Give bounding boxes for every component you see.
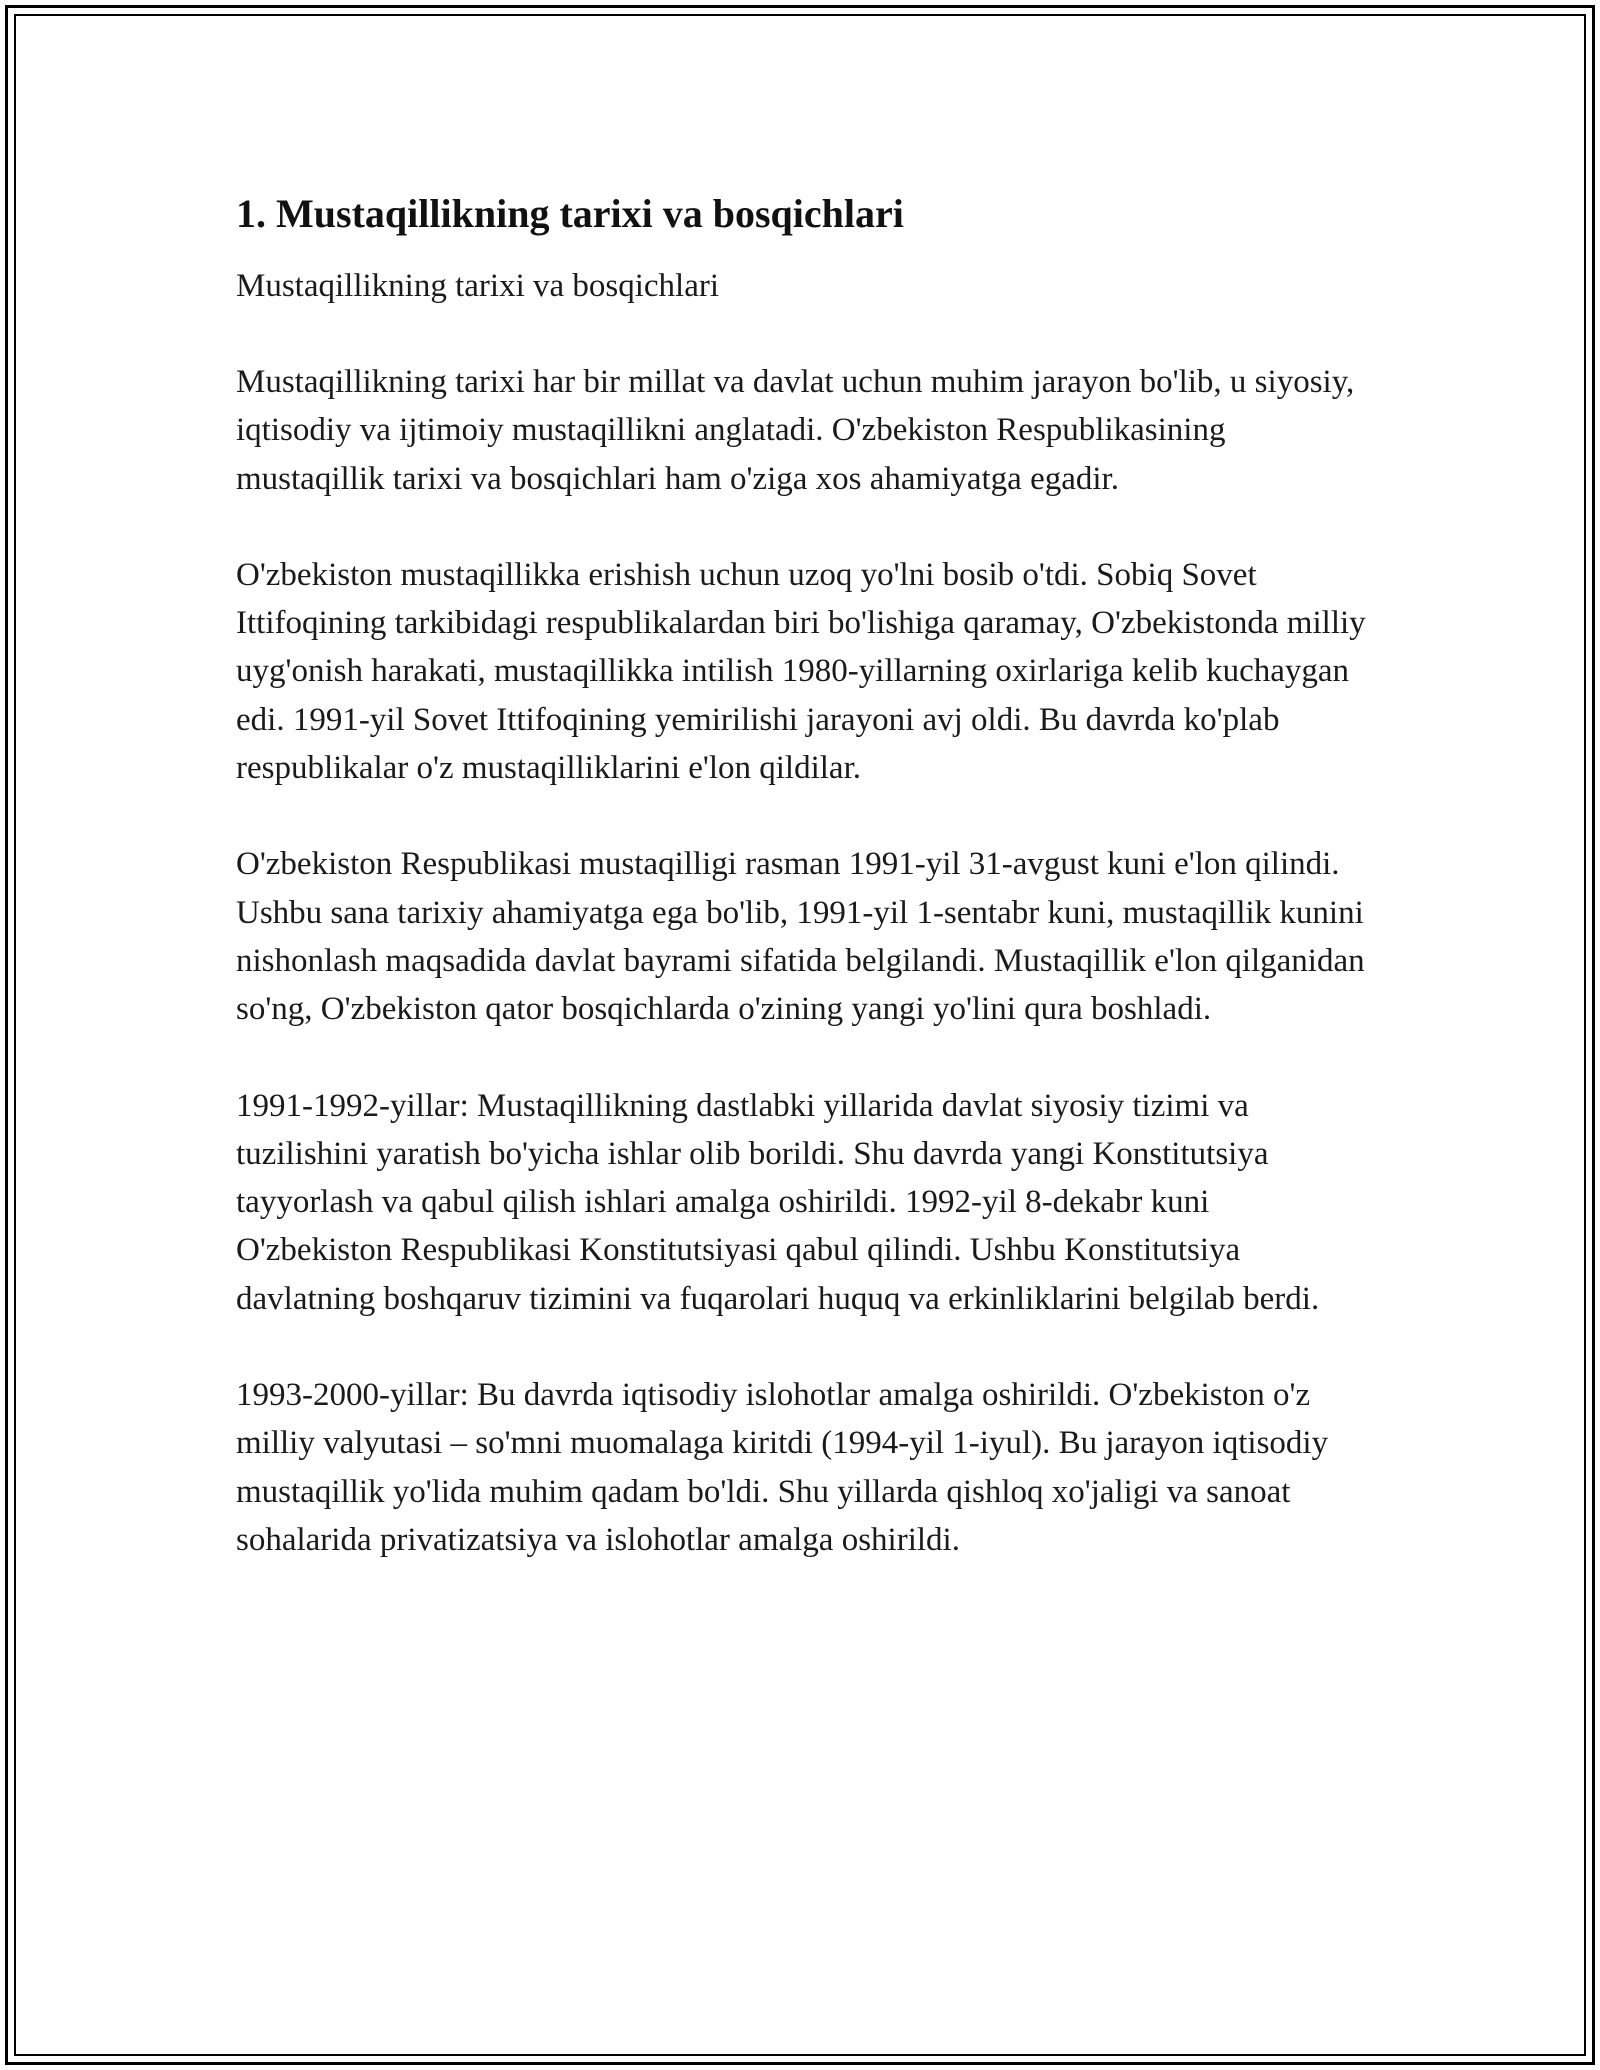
document-subtitle: Mustaqillikning tarixi va bosqichlari [236, 268, 720, 304]
paragraph-intro: Mustaqillikning tarixi har bir millat va davlat uchun muhim jarayon bo'lib, u siyosiy, iqtisodiy va ijtimoiy mustaqillikni anglatadi. O'zbekiston Respublikasining mustaqillik tarixi va bosqichlari ham o'ziga xos ahamiyatga egadir. [236, 364, 1355, 497]
document-title: 1. Mustaqillikning tarixi va bosqichlari [236, 191, 904, 236]
paragraph-declaration: O'zbekiston Respublikasi mustaqilligi rasman 1991-yil 31-avgust kuni e'lon qilindi. Ushbu sana tarixiy ahamiyatga ega bo'lib, 1991-yil 1-sentabr kuni, mustaqillik kunini nishonlash maqsadida davlat bayrami sifatida belgilandi. Mustaqillik e'lon qilganidan so'ng, O'zbekiston qator bosqichlarda o'zining yangi yo'lini qura boshladi. [236, 846, 1365, 1028]
document-body [236, 188, 1366, 1612]
paragraph-road-to-independence: O'zbekiston mustaqillikka erishish uchun uzoq yo'lni bosib o'tdi. Sobiq Sovet Ittifoqining tarkibidagi respublikalardan biri bo'lishiga qaramay, O'zbekistonda milliy uyg'onish harakati, mustaqillikka intilish 1980-yillarning oxirlariga kelib kuchaygan edi. 1991-yil Sovet Ittifoqining yemirilishi jarayoni avj oldi. Bu davrda ko'plab respublikalar o'z mustaqilliklarini e'lon qildilar. [236, 556, 1366, 787]
paragraph-1991-1992: 1991-1992-yillar: Mustaqillikning dastlabki yillarida davlat siyosiy tizimi va tuzilishini yaratish bo'yicha ishlar olib borildi. Shu davrda yangi Konstitutsiya tayyorlash va qabul qilish ishlari amalga oshirildi. 1992-yil 8-dekabr kuni O'zbekiston Respublikasi Konstitutsiyasi qabul qilindi. Ushbu Konstitutsiya davlatning boshqaruv tizimini va fuqarolari huquq va erkinliklarini belgilab berdi. [236, 1087, 1320, 1317]
paragraph-1993-2000: 1993-2000-yillar: Bu davrda iqtisodiy islohotlar amalga oshirildi. O'zbekiston o'z milliy valyutasi – so'mni muomalaga kiritdi (1994-yil 1-iyul). Bu jarayon iqtisodiy mustaqillik yo'lida muhim qadam bo'ldi. Shu yillarda qishloq xo'jaligi va sanoat sohalarida privatizatsiya va islohotlar amalga oshirildi. [236, 1377, 1329, 1558]
